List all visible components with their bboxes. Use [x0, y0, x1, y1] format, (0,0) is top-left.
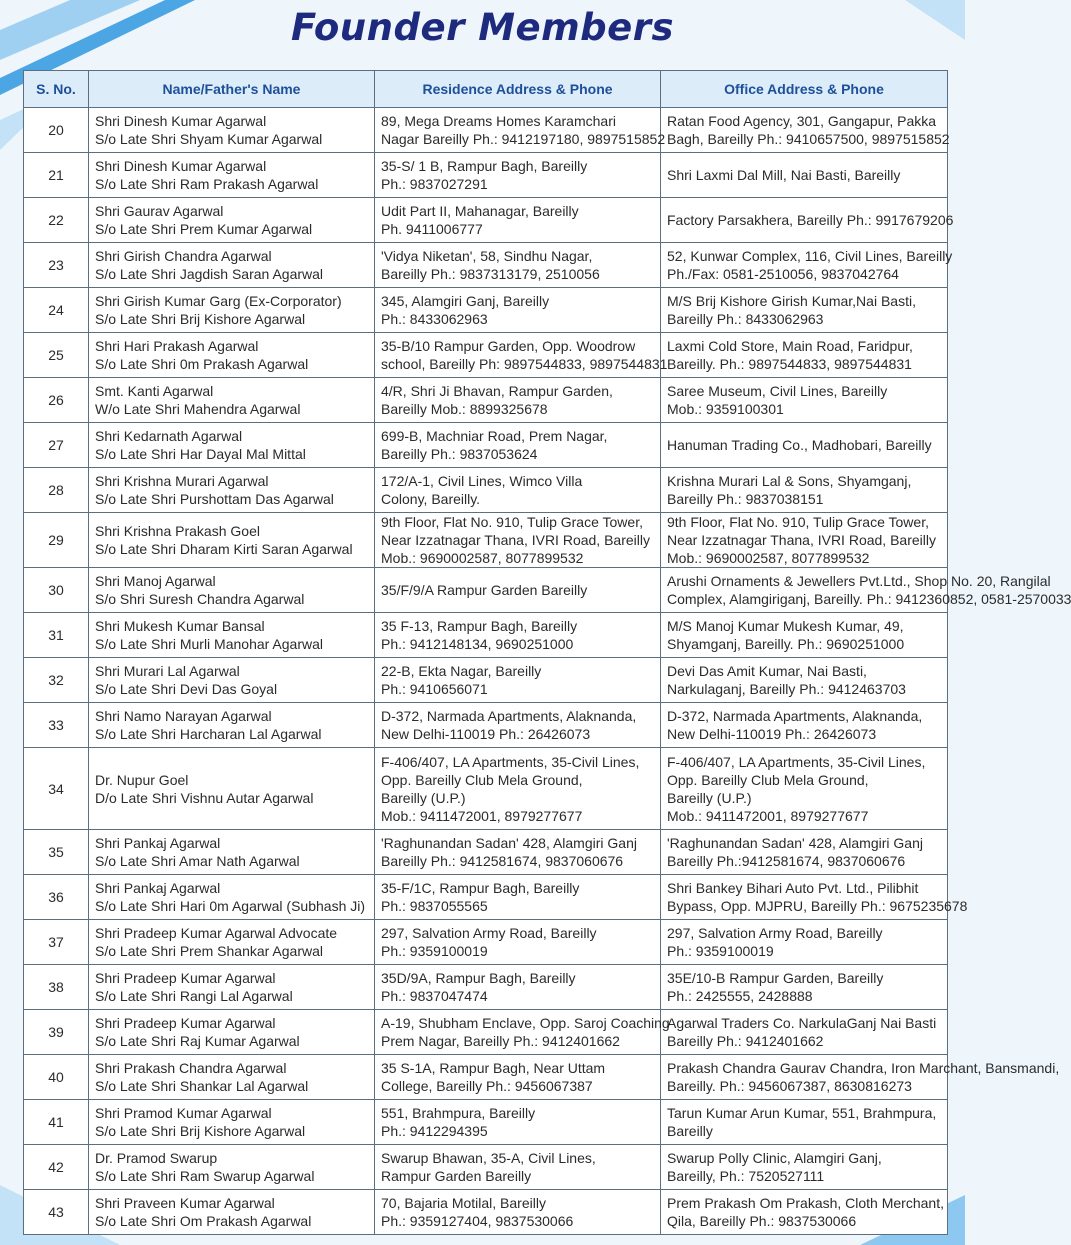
- cell-residence-line: Bareilly Ph.: 9412581674, 9837060676: [381, 853, 624, 869]
- cell-name-line: S/o Shri Suresh Chandra Agarwal: [95, 591, 305, 607]
- table-row: [24, 513, 948, 568]
- table-row: [24, 748, 948, 830]
- table-row: [24, 198, 948, 243]
- cell-residence-line: Ph.: 8433062963: [381, 311, 488, 327]
- cell-sno: 39: [24, 1010, 89, 1055]
- cell-sno: 34: [24, 748, 89, 830]
- cell-office-line: Tarun Kumar Arun Kumar, 551, Brahmpura,: [667, 1105, 937, 1121]
- cell-sno: 43: [24, 1190, 89, 1235]
- cell-residence-line: Ph. 9411006777: [381, 221, 483, 237]
- cell-name: [89, 748, 375, 830]
- cell-office: [661, 920, 948, 965]
- cell-name: [89, 1145, 375, 1190]
- table-row: [24, 243, 948, 288]
- cell-office-line: Arushi Ornaments & Jewellers Pvt.Ltd., Shop No. 20, Rangilal: [667, 573, 1051, 589]
- cell-residence: [375, 198, 661, 243]
- cell-name: [89, 1010, 375, 1055]
- cell-office-line: 52, Kunwar Complex, 116, Civil Lines, Bareilly: [667, 248, 953, 264]
- cell-residence-line: Ph.: 9837047474: [381, 988, 488, 1004]
- table-row: [24, 1145, 948, 1190]
- cell-name-line: Shri Pradeep Kumar Agarwal: [95, 970, 276, 986]
- cell-office: [661, 875, 968, 920]
- cell-office-line: Factory Parsakhera, Bareilly Ph.: 9917679206: [667, 212, 954, 228]
- cell-name-line: S/o Late Shri Om Prakash Agarwal: [95, 1213, 312, 1229]
- cell-office-line: Bareilly (U.P.): [667, 789, 752, 806]
- table-row: [24, 108, 948, 153]
- cell-office-line: Laxmi Cold Store, Main Road, Faridpur,: [667, 338, 913, 354]
- cell-sno: 42: [24, 1145, 89, 1190]
- cell-office-line: Bareilly Ph.: 8433062963: [667, 311, 824, 327]
- table-row: [24, 1010, 948, 1055]
- cell-office-line: Narkulaganj, Bareilly Ph.: 9412463703: [667, 681, 906, 697]
- cell-residence-line: 35/F/9/A Rampur Garden Bareilly: [381, 582, 588, 598]
- cell-office: [661, 198, 954, 243]
- cell-name: [89, 423, 375, 468]
- cell-name-line: Shri Krishna Prakash Goel: [95, 523, 260, 539]
- founder-members-table: [23, 70, 1071, 1235]
- cell-sno: 30: [24, 568, 89, 613]
- cell-office: [661, 378, 948, 423]
- cell-name-line: W/o Late Shri Mahendra Agarwal: [95, 401, 301, 417]
- table-row: [24, 613, 948, 658]
- cell-name: [89, 1100, 375, 1145]
- cell-name-line: Shri Pramod Kumar Agarwal: [95, 1105, 272, 1121]
- cell-name: [89, 198, 375, 243]
- cell-residence-line: Near Izzatnagar Thana, IVRI Road, Bareilly: [381, 532, 650, 548]
- cell-name: [89, 875, 375, 920]
- cell-residence-line: 35D/9A, Rampur Bagh, Bareilly: [381, 970, 576, 986]
- cell-name-line: S/o Late Shri 0m Prakash Agarwal: [95, 356, 309, 372]
- cell-name-line: D/o Late Shri Vishnu Autar Agarwal: [95, 789, 314, 806]
- cell-residence-line: 89, Mega Dreams Homes Karamchari: [381, 113, 616, 129]
- cell-office: [661, 658, 948, 703]
- table-row: [24, 875, 948, 920]
- cell-residence: [375, 378, 661, 423]
- cell-residence-line: 297, Salvation Army Road, Bareilly: [381, 925, 597, 941]
- cell-name-line: S/o Late Shri Devi Das Goyal: [95, 681, 278, 697]
- cell-name-line: S/o Late Shri Jagdish Saran Agarwal: [95, 266, 324, 282]
- cell-name-line: Shri Pankaj Agarwal: [95, 880, 221, 896]
- cell-sno: 36: [24, 875, 89, 920]
- cell-name-line: Dr. Nupur Goel: [95, 771, 189, 788]
- cell-name: [89, 658, 375, 703]
- cell-residence-line: Colony, Bareilly.: [381, 491, 481, 507]
- cell-residence: [375, 243, 661, 288]
- cell-name-line: S/o Late Shri Brij Kishore Agarwal: [95, 311, 306, 327]
- cell-office-line: Mob.: 9411472001, 8979277677: [667, 807, 869, 824]
- cell-residence: [375, 333, 668, 378]
- cell-office-line: Shri Laxmi Dal Mill, Nai Basti, Bareilly: [667, 167, 901, 183]
- cell-office-line: D-372, Narmada Apartments, Alaknanda,: [667, 708, 923, 724]
- cell-residence-line: Ph.: 9837027291: [381, 176, 488, 192]
- cell-residence-line: 4/R, Shri Ji Bhavan, Rampur Garden,: [381, 383, 613, 399]
- cell-office-line: F-406/407, LA Apartments, 35-Civil Lines,: [667, 753, 926, 770]
- cell-residence: [375, 108, 666, 153]
- cell-name-line: S/o Late Shri Hari 0m Agarwal (Subhash Ji): [95, 898, 366, 914]
- cell-office-line: Saree Museum, Civil Lines, Bareilly: [667, 383, 888, 399]
- cell-office: [661, 243, 953, 288]
- cell-residence: [375, 288, 661, 333]
- cell-name-line: Shri Prakash Chandra Agarwal: [95, 1060, 287, 1076]
- header-office: Office Address & Phone: [661, 71, 948, 108]
- header-sno: S. No.: [24, 71, 89, 108]
- cell-office: [661, 108, 948, 153]
- cell-name-line: Shri Girish Chandra Agarwal: [95, 248, 272, 264]
- cell-residence: [375, 1190, 661, 1235]
- cell-office: [661, 468, 948, 513]
- cell-residence: [375, 513, 661, 568]
- cell-name-line: S/o Late Shri Purshottam Das Agarwal: [95, 491, 334, 507]
- cell-name-line: Shri Namo Narayan Agarwal: [95, 708, 272, 724]
- cell-office-line: Shyamganj, Bareilly. Ph.: 9690251000: [667, 636, 905, 652]
- cell-office: [661, 513, 948, 568]
- cell-office-line: M/S Manoj Kumar Mukesh Kumar, 49,: [667, 618, 904, 634]
- table-row: [24, 1100, 948, 1145]
- cell-residence: [375, 920, 661, 965]
- cell-residence-line: Mob.: 9690002587, 8077899532: [381, 550, 584, 566]
- cell-residence: [375, 468, 661, 513]
- cell-residence-line: Prem Nagar, Bareilly Ph.: 9412401662: [381, 1033, 620, 1049]
- cell-residence-line: 22-B, Ekta Nagar, Bareilly: [381, 663, 542, 679]
- cell-office-line: M/S Brij Kishore Girish Kumar,Nai Basti,: [667, 293, 916, 309]
- table-row: [24, 378, 948, 423]
- cell-name-line: Shri Pradeep Kumar Agarwal Advocate: [95, 925, 338, 941]
- cell-office-line: Opp. Bareilly Club Mela Ground,: [667, 771, 869, 788]
- cell-sno: 32: [24, 658, 89, 703]
- cell-name-line: S/o Late Shri Har Dayal Mal Mittal: [95, 446, 306, 462]
- cell-sno: 25: [24, 333, 89, 378]
- cell-office-line: New Delhi-110019 Ph.: 26426073: [667, 726, 877, 742]
- cell-residence: [375, 1055, 661, 1100]
- cell-sno: 35: [24, 830, 89, 875]
- cell-office-line: Swarup Polly Clinic, Alamgiri Ganj,: [667, 1150, 882, 1166]
- cell-name-line: Shri Girish Kumar Garg (Ex-Corporator): [95, 293, 342, 309]
- table-row: [24, 830, 948, 875]
- cell-name: [89, 1190, 375, 1235]
- cell-residence-line: 35-F/1C, Rampur Bagh, Bareilly: [381, 880, 580, 896]
- cell-residence: [375, 748, 661, 830]
- table-row: [24, 568, 948, 613]
- cell-office: [661, 1055, 1060, 1100]
- cell-office-line: Hanuman Trading Co., Madhobari, Bareilly: [667, 437, 932, 453]
- cell-name-line: S/o Late Shri Shankar Lal Agarwal: [95, 1078, 309, 1094]
- cell-name-line: Shri Praveen Kumar Agarwal: [95, 1195, 275, 1211]
- cell-name: [89, 468, 375, 513]
- cell-residence-line: 'Raghunandan Sadan' 428, Alamgiri Ganj: [381, 835, 637, 851]
- page-title: Founder Members: [290, 6, 675, 49]
- cell-name-line: Shri Mukesh Kumar Bansal: [95, 618, 265, 634]
- cell-name: [89, 513, 375, 568]
- cell-name: [89, 965, 375, 1010]
- cell-name-line: S/o Late Shri Brij Kishore Agarwal: [95, 1123, 306, 1139]
- cell-residence-line: Ph.: 9410656071: [381, 681, 488, 697]
- cell-office: [661, 333, 948, 378]
- cell-office-line: Bareilly Ph.: 9412401662: [667, 1033, 824, 1049]
- cell-office: [661, 423, 948, 468]
- cell-residence-line: F-406/407, LA Apartments, 35-Civil Lines,: [381, 753, 640, 770]
- cell-residence-line: 9th Floor, Flat No. 910, Tulip Grace Tower,: [381, 514, 643, 530]
- cell-residence: [375, 568, 661, 613]
- cell-office-line: 9th Floor, Flat No. 910, Tulip Grace Tower,: [667, 514, 929, 530]
- cell-office: [661, 748, 948, 830]
- cell-name: [89, 613, 375, 658]
- cell-office-line: Bareilly. Ph.: 9897544833, 9897544831: [667, 356, 912, 372]
- cell-name-line: Shri Krishna Murari Agarwal: [95, 473, 269, 489]
- cell-residence-line: Ph.: 9412294395: [381, 1123, 488, 1139]
- cell-office-line: Ph.: 2425555, 2428888: [667, 988, 813, 1004]
- cell-name-line: Shri Gaurav Agarwal: [95, 203, 224, 219]
- cell-residence-line: 70, Bajaria Motilal, Bareilly: [381, 1195, 546, 1211]
- cell-sno: 29: [24, 513, 89, 568]
- cell-residence: [375, 1010, 670, 1055]
- cell-residence-line: Ph.: 9359100019: [381, 943, 488, 959]
- cell-office-line: Prem Prakash Om Prakash, Cloth Merchant,: [667, 1195, 944, 1211]
- cell-office-line: Ratan Food Agency, 301, Gangapur, Pakka: [667, 113, 937, 129]
- cell-name-line: S/o Late Shri Ram Swarup Agarwal: [95, 1168, 315, 1184]
- cell-office: [661, 1010, 948, 1055]
- cell-office-line: Mob.: 9359100301: [667, 401, 784, 417]
- cell-office-line: Complex, Alamgiriganj, Bareilly. Ph.: 9412360852, 0581-2570033: [667, 591, 1071, 607]
- cell-name-line: S/o Late Shri Raj Kumar Agarwal: [95, 1033, 300, 1049]
- table-row: [24, 1055, 948, 1100]
- cell-residence-line: Rampur Garden Bareilly: [381, 1168, 532, 1184]
- cell-name: [89, 378, 375, 423]
- cell-residence: [375, 658, 661, 703]
- cell-residence-line: College, Bareilly Ph.: 9456067387: [381, 1078, 593, 1094]
- table-row: [24, 658, 948, 703]
- cell-office: [661, 613, 948, 658]
- cell-name-line: Shri Manoj Agarwal: [95, 573, 216, 589]
- cell-sno: 40: [24, 1055, 89, 1100]
- cell-office: [661, 568, 1071, 613]
- header-name: Name/Father's Name: [89, 71, 375, 108]
- cell-residence-line: school, Bareilly Ph: 9897544833, 9897544831: [381, 356, 668, 372]
- header-residence: Residence Address & Phone: [375, 71, 661, 108]
- cell-residence-line: Bareilly Mob.: 8899325678: [381, 401, 548, 417]
- cell-name: [89, 568, 375, 613]
- cell-name: [89, 333, 375, 378]
- cell-sno: 28: [24, 468, 89, 513]
- cell-sno: 26: [24, 378, 89, 423]
- cell-office-line: Bareilly: [667, 1123, 713, 1139]
- cell-residence: [375, 423, 661, 468]
- cell-residence-line: New Delhi-110019 Ph.: 26426073: [381, 726, 591, 742]
- table-row: [24, 288, 948, 333]
- cell-residence-line: Mob.: 9411472001, 8979277677: [381, 807, 583, 824]
- cell-residence-line: Udit Part II, Mahanagar, Bareilly: [381, 203, 579, 219]
- cell-office: [661, 703, 948, 748]
- cell-name-line: S/o Late Shri Prem Shankar Agarwal: [95, 943, 324, 959]
- cell-name-line: Shri Dinesh Kumar Agarwal: [95, 113, 267, 129]
- cell-residence: [375, 153, 661, 198]
- cell-residence: [375, 875, 661, 920]
- table-row: [24, 965, 948, 1010]
- cell-office-line: Ph.: 9359100019: [667, 943, 774, 959]
- cell-sno: 31: [24, 613, 89, 658]
- cell-office: [661, 830, 948, 875]
- cell-office-line: 'Raghunandan Sadan' 428, Alamgiri Ganj: [667, 835, 923, 851]
- cell-name-line: S/o Late Shri Murli Manohar Agarwal: [95, 636, 323, 652]
- cell-office-line: Near Izzatnagar Thana, IVRI Road, Bareilly: [667, 532, 936, 548]
- cell-residence: [375, 1145, 661, 1190]
- cell-residence-line: 345, Alamgiri Ganj, Bareilly: [381, 293, 550, 309]
- cell-name-line: Shri Pradeep Kumar Agarwal: [95, 1015, 276, 1031]
- cell-residence-line: Opp. Bareilly Club Mela Ground,: [381, 771, 583, 788]
- cell-name: [89, 288, 375, 333]
- cell-residence-line: 35-S/ 1 B, Rampur Bagh, Bareilly: [381, 158, 588, 174]
- cell-office-line: 35E/10-B Rampur Garden, Bareilly: [667, 970, 884, 986]
- cell-residence: [375, 1100, 661, 1145]
- cell-name: [89, 830, 375, 875]
- cell-residence-line: Ph.: 9837055565: [381, 898, 488, 914]
- cell-residence-line: 551, Brahmpura, Bareilly: [381, 1105, 536, 1121]
- cell-office: [661, 1190, 948, 1235]
- cell-name: [89, 920, 375, 965]
- cell-name-line: S/o Late Shri Rangi Lal Agarwal: [95, 988, 293, 1004]
- cell-name: [89, 1055, 375, 1100]
- cell-name: [89, 153, 375, 198]
- cell-residence: [375, 830, 661, 875]
- cell-residence-line: 35 S-1A, Rampur Bagh, Near Uttam: [381, 1060, 606, 1076]
- cell-residence-line: Bareilly Ph.: 9837053624: [381, 446, 538, 462]
- cell-name-line: Smt. Kanti Agarwal: [95, 383, 214, 399]
- table-row: [24, 468, 948, 513]
- cell-office-line: Shri Bankey Bihari Auto Pvt. Ltd., Pilibhit: [667, 880, 919, 896]
- cell-residence-line: Bareilly (U.P.): [381, 789, 466, 806]
- cell-office-line: Bypass, Opp. MJPRU, Bareilly Ph.: 9675235678: [667, 898, 968, 914]
- cell-sno: 23: [24, 243, 89, 288]
- table-row: [24, 423, 948, 468]
- cell-residence-line: Bareilly Ph.: 9837313179, 2510056: [381, 266, 600, 282]
- cell-sno: 37: [24, 920, 89, 965]
- cell-office-line: Bareilly Ph.:9412581674, 9837060676: [667, 853, 906, 869]
- cell-sno: 27: [24, 423, 89, 468]
- cell-residence: [375, 965, 661, 1010]
- cell-residence-line: Nagar Bareilly Ph.: 9412197180, 9897515852: [381, 131, 666, 147]
- cell-name-line: Shri Pankaj Agarwal: [95, 835, 221, 851]
- cell-office: [661, 1145, 948, 1190]
- cell-name: [89, 108, 375, 153]
- cell-sno: 22: [24, 198, 89, 243]
- cell-name-line: S/o Late Shri Amar Nath Agarwal: [95, 853, 300, 869]
- table-header-row: [24, 71, 948, 108]
- cell-office-line: Bagh, Bareilly Ph.: 9410657500, 9897515852: [667, 131, 950, 147]
- cell-name-line: Shri Murari Lal Agarwal: [95, 663, 240, 679]
- cell-name: [89, 243, 375, 288]
- cell-office: [661, 1100, 948, 1145]
- cell-residence-line: 699-B, Machniar Road, Prem Nagar,: [381, 428, 608, 444]
- cell-office-line: Krishna Murari Lal & Sons, Shyamganj,: [667, 473, 912, 489]
- cell-residence-line: A-19, Shubham Enclave, Opp. Saroj Coaching: [381, 1015, 670, 1031]
- cell-sno: 24: [24, 288, 89, 333]
- cell-residence: [375, 613, 661, 658]
- cell-office-line: Bareilly, Ph.: 7520527111: [667, 1168, 825, 1184]
- cell-office-line: Agarwal Traders Co. NarkulaGanj Nai Basti: [667, 1015, 937, 1031]
- table-row: [24, 920, 948, 965]
- cell-office: [661, 965, 948, 1010]
- cell-name: [89, 703, 375, 748]
- cell-name-line: S/o Late Shri Harcharan Lal Agarwal: [95, 726, 322, 742]
- table-row: [24, 703, 948, 748]
- cell-residence-line: Ph.: 9412148134, 9690251000: [381, 636, 574, 652]
- cell-name-line: Dr. Pramod Swarup: [95, 1150, 218, 1166]
- cell-name-line: S/o Late Shri Ram Prakash Agarwal: [95, 176, 319, 192]
- cell-office-line: Bareilly Ph.: 9837038151: [667, 491, 824, 507]
- cell-office-line: Mob.: 9690002587, 8077899532: [667, 550, 870, 566]
- cell-sno: 33: [24, 703, 89, 748]
- cell-sno: 41: [24, 1100, 89, 1145]
- cell-office-line: 297, Salvation Army Road, Bareilly: [667, 925, 883, 941]
- cell-name-line: S/o Late Shri Prem Kumar Agarwal: [95, 221, 313, 237]
- cell-office-line: Qila, Bareilly Ph.: 9837530066: [667, 1213, 857, 1229]
- cell-residence: [375, 703, 661, 748]
- cell-residence-line: 172/A-1, Civil Lines, Wimco Villa: [381, 473, 583, 489]
- table-row: [24, 333, 948, 378]
- cell-name-line: Shri Dinesh Kumar Agarwal: [95, 158, 267, 174]
- cell-residence-line: Swarup Bhawan, 35-A, Civil Lines,: [381, 1150, 596, 1166]
- cell-sno: 38: [24, 965, 89, 1010]
- cell-residence-line: 35 F-13, Rampur Bagh, Bareilly: [381, 618, 578, 634]
- cell-name-line: S/o Late Shri Dharam Kirti Saran Agarwal: [95, 541, 353, 557]
- cell-office-line: Bareilly. Ph.: 9456067387, 8630816273: [667, 1078, 912, 1094]
- cell-residence-line: 'Vidya Niketan', 58, Sindhu Nagar,: [381, 248, 593, 264]
- cell-name-line: Shri Hari Prakash Agarwal: [95, 338, 259, 354]
- cell-office: [661, 153, 948, 198]
- cell-residence-line: Ph.: 9359127404, 9837530066: [381, 1213, 574, 1229]
- cell-name-line: Shri Kedarnath Agarwal: [95, 428, 243, 444]
- cell-office-line: Prakash Chandra Gaurav Chandra, Iron Marchant, Bansmandi,: [667, 1060, 1060, 1076]
- cell-sno: 21: [24, 153, 89, 198]
- cell-sno: 20: [24, 108, 89, 153]
- cell-office-line: Ph./Fax: 0581-2510056, 9837042764: [667, 266, 899, 282]
- cell-office: [661, 288, 948, 333]
- cell-residence-line: D-372, Narmada Apartments, Alaknanda,: [381, 708, 637, 724]
- table-row: [24, 1190, 948, 1235]
- cell-name-line: S/o Late Shri Shyam Kumar Agarwal: [95, 131, 323, 147]
- table-row: [24, 153, 948, 198]
- cell-office-line: Devi Das Amit Kumar, Nai Basti,: [667, 663, 867, 679]
- cell-residence-line: 35-B/10 Rampur Garden, Opp. Woodrow: [381, 338, 636, 354]
